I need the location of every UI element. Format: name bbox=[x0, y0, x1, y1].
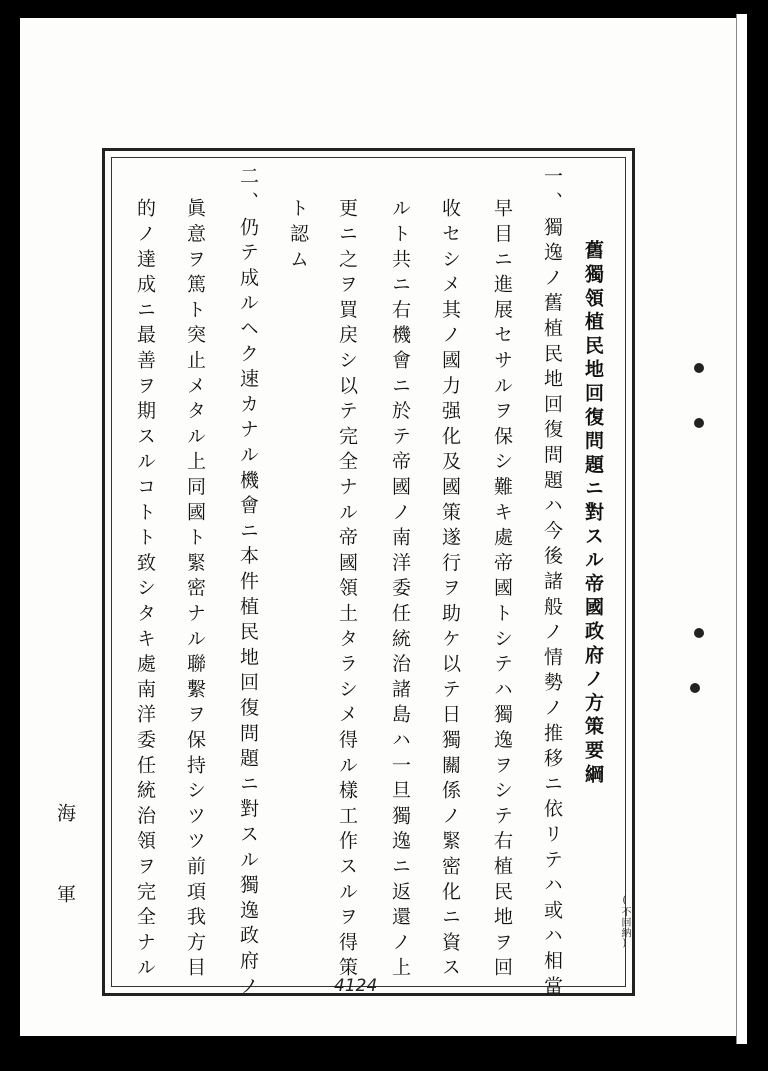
page-edge bbox=[736, 14, 747, 1044]
punch-hole bbox=[694, 628, 704, 638]
text-column-3: 收セシメ其ノ國力强化及國策遂行ヲ助ケ以テ日獨關係ノ緊密化ニ資ス bbox=[439, 198, 461, 983]
text-column-7: 二、仍テ成ルヘク速カナル機會ニ本件植民地回復問題ニ對スル獨逸政府ノ bbox=[237, 166, 259, 1001]
stamp-label: (不回納) bbox=[619, 895, 630, 950]
text-column-8: 眞意ヲ篤ト突止メタル上同國ト緊密ナル聯繫ヲ保持シツツ前項我方目 bbox=[184, 198, 206, 983]
text-column-9: 的ノ達成ニ最善ヲ期スルコトト致シタキ處南洋委任統治領ヲ完全ナル bbox=[134, 198, 156, 983]
margin-label: 海軍 bbox=[54, 803, 76, 965]
text-frame bbox=[102, 148, 635, 1001]
page-number: 4124 bbox=[334, 976, 378, 996]
text-column-1: 一、獨逸ノ舊植民地回復問題ハ今後諸般ノ情勢ノ推移ニ依リテハ或ハ相當 bbox=[541, 166, 563, 1001]
text-column-4: ルト共ニ右機會ニ於テ帝國ノ南洋委任統治諸島ハ一旦獨逸ニ返還ノ上 bbox=[389, 198, 411, 983]
punch-hole bbox=[694, 418, 704, 428]
punch-hole bbox=[690, 683, 700, 693]
text-column-6: ト認ム bbox=[287, 198, 309, 274]
text-column-5: 更ニ之ヲ買戻シ以テ完全ナル帝國領土タラシメ得ル樣工作スルヲ得策 bbox=[336, 198, 358, 983]
document-page bbox=[20, 18, 742, 1036]
text-frame-inner bbox=[111, 157, 626, 1001]
punch-hole bbox=[694, 363, 704, 373]
document-title: 舊獨領植民地回復問題ニ對スル帝國政府ノ方策要綱 bbox=[582, 240, 604, 788]
text-column-2: 早目ニ進展セサルヲ保シ難キ處帝國トシテハ獨逸ヲシテ右植民地ヲ回 bbox=[491, 198, 513, 983]
